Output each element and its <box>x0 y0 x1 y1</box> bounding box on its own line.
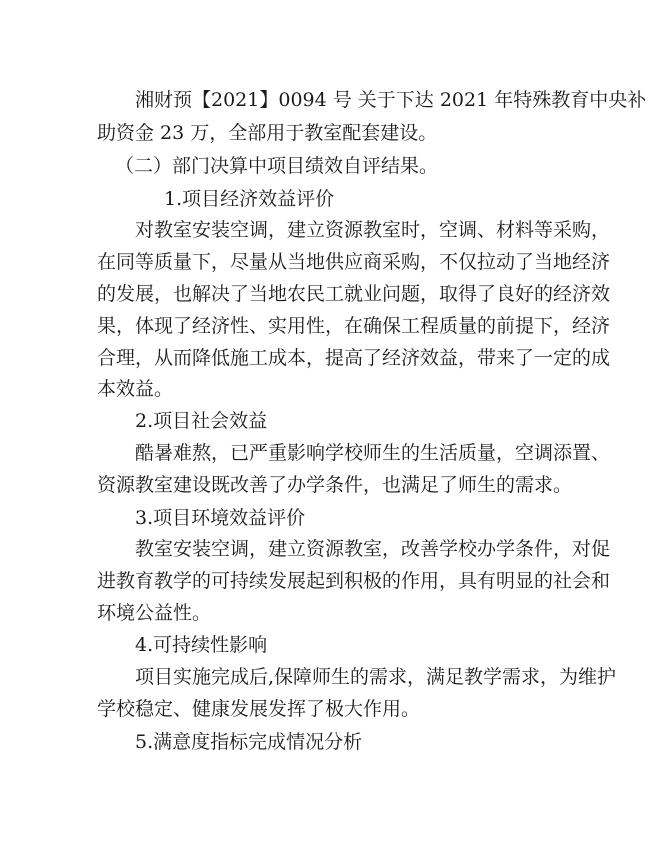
item-heading: 3.项目环境效益评价 <box>135 507 306 529</box>
paragraph-line: 合理，从而降低施工成本，提高了经济效益，带来了一定的成 <box>97 347 611 369</box>
paragraph-line: 资源教室建设既改善了办学条件，也满足了师生的需求。 <box>97 474 573 496</box>
paragraph-line: 教室安装空调，建立资源教室，改善学校办学条件，对促 <box>135 538 611 560</box>
paragraph-line: 对教室安装空调，建立资源教室时，空调、材料等采购， <box>135 219 611 241</box>
paragraph-line: 酷暑难熬，已严重影响学校师生的生活质量，空调添置、 <box>135 442 611 464</box>
paragraph-line: 环境公益性。 <box>97 602 212 624</box>
paragraph-line: 在同等质量下，尽量从当地供应商采购，不仅拉动了当地经济 <box>97 251 611 273</box>
paragraph-line: 项目实施完成后,保障师生的需求，满足教学需求，为维护 <box>135 666 617 688</box>
paragraph-line: 助资金 23 万，全部用于教室配套建设。 <box>97 122 438 144</box>
item-heading: 1.项目经济效益评价 <box>164 188 335 210</box>
paragraph-line: 果，体现了经济性、实用性，在确保工程质量的前提下，经济 <box>97 315 611 337</box>
item-heading: 4.可持续性影响 <box>135 634 268 656</box>
paragraph-line: 学校稳定、健康发展发挥了极大作用。 <box>97 698 421 720</box>
paragraph-line: 的发展，也解决了当地农民工就业问题，取得了良好的经济效 <box>97 283 611 305</box>
section-heading: （二）部门决算中项目绩效自评结果。 <box>115 155 439 177</box>
paragraph-line: 湘财预【2021】0094 号 关于下达 2021 年特殊教育中央补 <box>135 89 647 111</box>
paragraph-line: 进教育教学的可持续发展起到积极的作用，具有明显的社会和 <box>97 570 611 592</box>
item-heading: 2.项目社会效益 <box>135 410 268 432</box>
paragraph-line: 本效益。 <box>97 378 174 400</box>
item-heading: 5.满意度指标完成情况分析 <box>135 731 363 753</box>
